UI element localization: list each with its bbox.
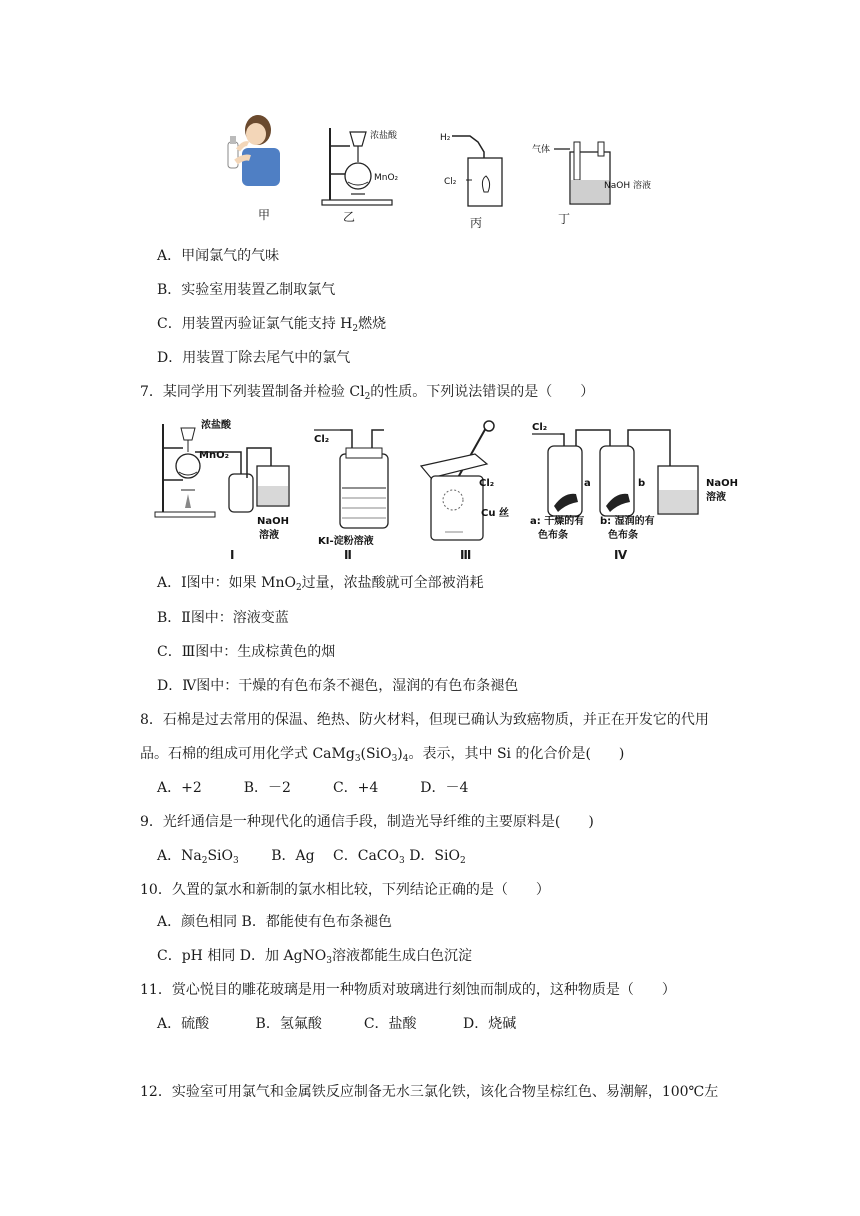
caption-bing: 丙 [470, 216, 483, 230]
caption-ding: 丁 [558, 212, 571, 226]
q11-stem: 11．赏心悦目的雕花玻璃是用一种物质对玻璃进行刻蚀而制成的，这种物质是（ ） [140, 982, 676, 998]
q6-option-d: D．用装置丁除去尾气中的氯气 [157, 350, 351, 366]
q7-stem: 7．某同学用下列装置制备并检验 $Cl_2$的性质。下列说法错误的是（ ） [140, 384, 595, 402]
q7-option-c: C．Ⅲ图中：生成棕黄色的烟 [157, 644, 336, 660]
q10-options-line-2: C．pH 相同 D．加 AgNO$_3$溶液都能生成白色沉淀 [157, 948, 472, 966]
label-a-desc-1: a: 干燥的有 [530, 516, 585, 527]
label-hcl-2: 浓盐酸 [201, 420, 231, 431]
label-a: a [584, 478, 591, 489]
label-h2: H₂ [440, 133, 451, 143]
caption-iv: Ⅳ [614, 548, 628, 562]
label-cl2-4: Cl₂ [532, 422, 548, 433]
person-smelling-illustration [220, 112, 290, 192]
naoh-absorber-illustration [530, 140, 650, 210]
q8-stem-line-2: 品。石棉的组成可用化学式 $CaMg_3(SiO_3)_4$。表示，其中 Si 的化合价是( ) [140, 746, 625, 764]
q7-option-b: B．Ⅱ图中：溶液变蓝 [157, 610, 289, 626]
label-cl2-1: Cl₂ [444, 177, 457, 187]
label-cl2-3: Cl₂ [479, 478, 495, 489]
q12-stem: 12．实验室可用氯气和金属铁反应制备无水三氯化铁，该化合物呈棕红色、易潮解，100℃左 [140, 1084, 719, 1100]
q6-option-a: A．甲闻氯气的气味 [157, 248, 280, 264]
caption-ii: Ⅱ [344, 548, 352, 562]
q9-option-a: A．$Na_2SiO_3$ [157, 848, 239, 866]
label-b-desc-1: b: 湿润的有 [600, 516, 655, 527]
caption-iii: Ⅲ [460, 548, 472, 562]
q9-option-b: B．Ag [271, 848, 315, 864]
apparatus-iv-illustration [520, 420, 740, 550]
label-mno2-1: MnO₂ [374, 173, 399, 183]
caption-i: Ⅰ [230, 548, 235, 562]
label-naoh-2: NaOH [257, 516, 289, 527]
label-b: b [638, 478, 646, 489]
caption-jia: 甲 [258, 208, 271, 222]
q9-stem: 9．光纤通信是一种现代化的通信手段，制造光导纤维的主要原料是( ) [140, 814, 594, 830]
label-cl2-2: Cl₂ [314, 434, 330, 445]
chlorine-generator-illustration [318, 124, 408, 208]
label-ki-starch: KI-淀粉溶液 [318, 536, 374, 547]
q7-option-a: A．Ⅰ图中：如果 MnO$_2$过量，浓盐酸就可全部被消耗 [157, 575, 484, 593]
q7-option-d: D．Ⅳ图中：干燥的有色布条不褪色，湿润的有色布条褪色 [157, 678, 519, 694]
label-cu-wire: Cu 丝 [481, 508, 509, 519]
q9-option-d: D．SiO$_2$ [409, 848, 466, 866]
q9-option-c: C．CaCO$_3$ [333, 848, 405, 866]
q8-options: A．+2 B．－2 C．+4 D．－4 [157, 780, 469, 796]
hydrogen-burning-illustration [438, 130, 513, 214]
q8-stem-line-1: 8．石棉是过去常用的保温、绝热、防火材料，但现已确认为致癌物质，并正在开发它的代用 [140, 712, 709, 728]
label-b-desc-2: 色布条 [608, 530, 638, 541]
apparatus-iii-illustration [415, 420, 525, 550]
q10-options-line-1: A．颜色相同 B．都能使有色布条褪色 [157, 914, 392, 930]
q11-options: A．硫酸 B．氢氟酸 C．盐酸 D．烧碱 [157, 1016, 517, 1032]
label-a-desc-2: 色布条 [538, 530, 568, 541]
caption-yi: 乙 [343, 210, 356, 224]
q9-options [157, 846, 466, 866]
label-hcl-1: 浓盐酸 [370, 131, 398, 141]
label-naoh-3: NaOH [706, 478, 738, 489]
label-gas: 气体 [532, 145, 551, 155]
q6-option-b: B．实验室用装置乙制取氯气 [157, 282, 336, 298]
apparatus-ii-illustration [312, 420, 402, 550]
label-naoh-3b: 溶液 [706, 492, 726, 503]
label-naoh-1: NaOH 溶液 [604, 181, 651, 191]
q10-stem: 10．久置的氯水和新制的氯水相比较，下列结论正确的是（ ） [140, 882, 550, 898]
label-mno2-2: MnO₂ [199, 450, 229, 461]
q6-option-c: C．用装置丙验证氯气能支持 $H_2$燃烧 [157, 316, 387, 334]
apparatus-i-illustration [155, 418, 315, 548]
label-naoh-2b: 溶液 [259, 530, 279, 541]
